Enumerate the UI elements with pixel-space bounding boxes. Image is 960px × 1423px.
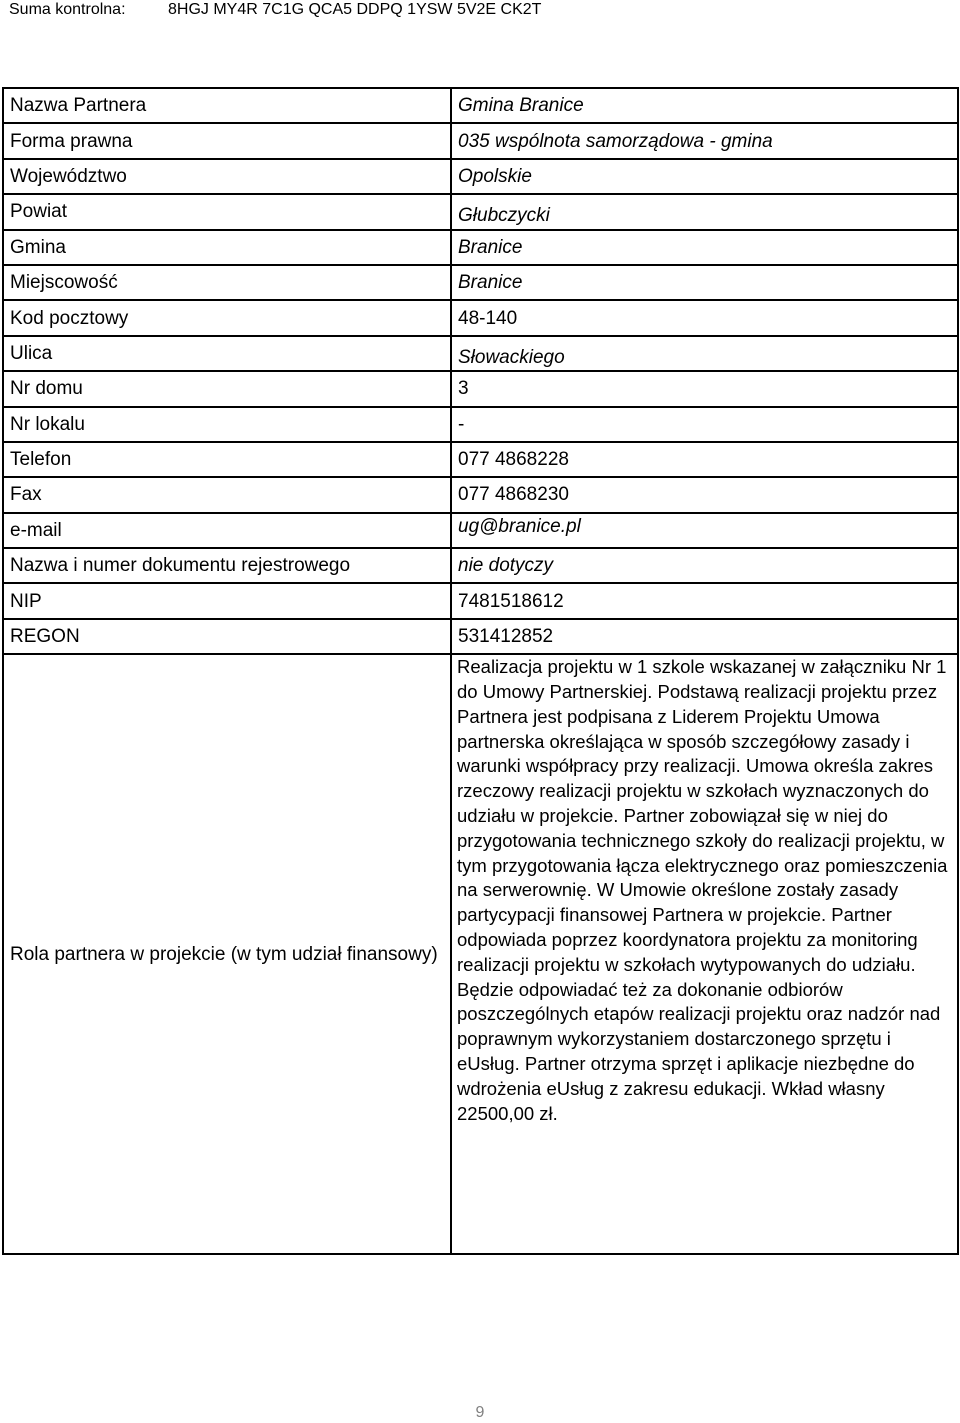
label-street: Ulica: [3, 336, 451, 371]
value-nip: 7481518612: [451, 583, 958, 618]
label-partner-name: Nazwa Partnera: [3, 88, 451, 123]
value-legal-form: 035 wspólnota samorządowa - gmina: [451, 123, 958, 158]
label-email: e-mail: [3, 513, 451, 548]
row-nip: [3, 583, 958, 618]
value-partner-role: Realizacja projektu w 1 szkole wskazanej w załączniku Nr 1 do Umowy Partnerskiej. Podstawą realizacji projektu przez Partnera jest podpisana z Liderem Projektu Umowa partnerska określająca w sposób szczegółowy zasady i warunki współpracy przy realizacji. Umowa określa zakres rzeczowy realizacji projektu w szkołach wyznaczonych do udziału w projekcie. Partner zobowiązał się w niej do przygotowania technicznego szkoły do realizacji projektu, w tym przygotowania łącza elektrycznego oraz pomieszczenia na serwerownię. W Umowie określone zostały zasady partycypacji finansowej Partnera w projekcie. Partner odpowiada poprzez koordynatora projektu za monitoring realizacji projektu w szkołach wytypowanych do udziału. Będzie odpowiadać też za dokonanie odbiorów poszczególnych etapów realizacji projektu oraz nadzór nad poprawnym wykorzystaniem dostarczonego sprzętu i eUsług. Partner otrzyma sprzęt i aplikacje niezbędne do wdrożenia eUsług z zakresu edukacji. Wkład własny 22500,00 zł.: [451, 654, 958, 1254]
value-locality: Branice: [451, 265, 958, 300]
value-apartment-number: -: [451, 407, 958, 442]
row-legal-form: [3, 123, 958, 158]
row-partner-role: [3, 654, 958, 1254]
label-commune: Gmina: [3, 230, 451, 265]
page-number: 9: [475, 1404, 485, 1421]
row-commune: [3, 230, 958, 265]
value-regon: 531412852: [451, 619, 958, 654]
value-house-number: 3: [451, 371, 958, 406]
value-registration-document: nie dotyczy: [451, 548, 958, 583]
row-partner-name: [3, 88, 958, 123]
value-voivodeship: Opolskie: [451, 159, 958, 194]
row-street: [3, 336, 958, 371]
label-postal-code: Kod pocztowy: [3, 300, 451, 335]
value-county: Głubczycki: [451, 194, 958, 229]
value-street: Słowackiego: [451, 336, 958, 371]
label-voivodeship: Województwo: [3, 159, 451, 194]
label-locality: Miejscowość: [3, 265, 451, 300]
value-postal-code: 48-140: [451, 300, 958, 335]
label-county: Powiat: [3, 194, 451, 229]
row-fax: [3, 477, 958, 512]
value-partner-name: Gmina Branice: [451, 88, 958, 123]
row-apartment-number: [3, 407, 958, 442]
value-commune: Branice: [451, 230, 958, 265]
label-partner-role: Rola partnera w projekcie (w tym udział finansowy): [3, 654, 451, 1254]
row-phone: [3, 442, 958, 477]
checksum-label: Suma kontrolna:: [9, 1, 126, 18]
checksum-value: 8HGJ MY4R 7C1G QCA5 DDPQ 1YSW 5V2E CK2T: [168, 1, 542, 18]
row-locality: [3, 265, 958, 300]
label-fax: Fax: [3, 477, 451, 512]
label-house-number: Nr domu: [3, 371, 451, 406]
label-nip: NIP: [3, 583, 451, 618]
row-postal-code: [3, 300, 958, 335]
row-county: [3, 194, 958, 229]
value-phone: 077 4868228: [451, 442, 958, 477]
value-email: ug@branice.pl: [451, 513, 958, 548]
label-apartment-number: Nr lokalu: [3, 407, 451, 442]
label-registration-document: Nazwa i numer dokumentu rejestrowego: [3, 548, 451, 583]
partner-details-table: [2, 87, 959, 1255]
row-voivodeship: [3, 159, 958, 194]
value-fax: 077 4868230: [451, 477, 958, 512]
label-regon: REGON: [3, 619, 451, 654]
row-house-number: [3, 371, 958, 406]
label-phone: Telefon: [3, 442, 451, 477]
row-email: [3, 513, 958, 548]
row-regon: [3, 619, 958, 654]
label-legal-form: Forma prawna: [3, 123, 451, 158]
row-registration-document: [3, 548, 958, 583]
